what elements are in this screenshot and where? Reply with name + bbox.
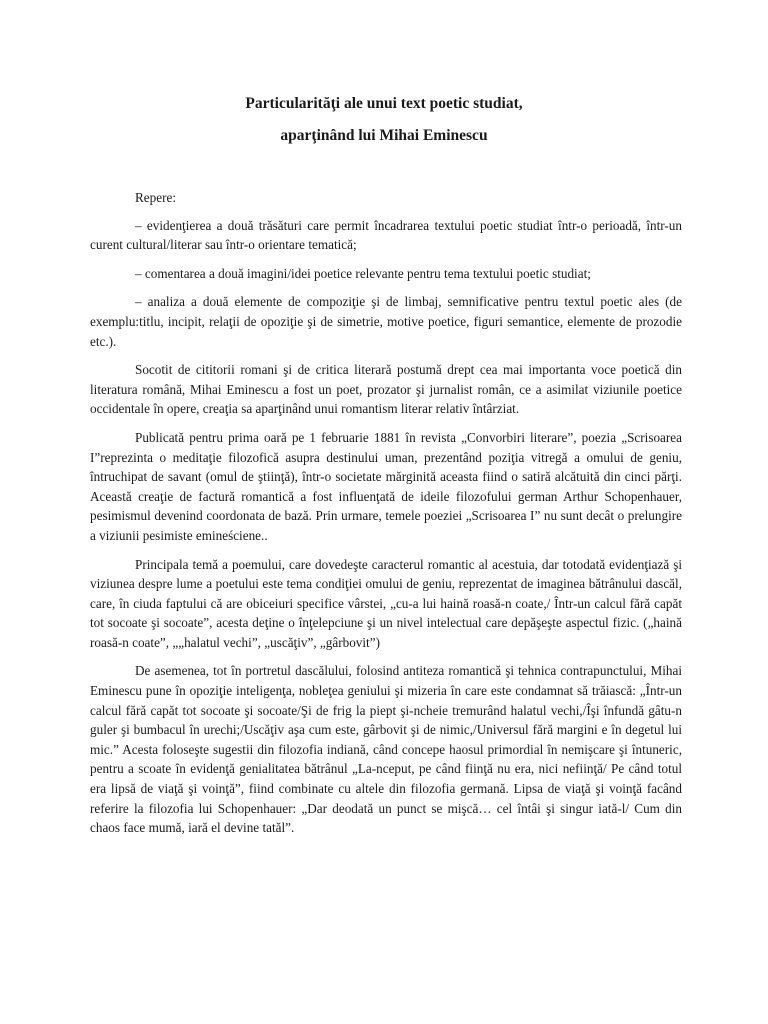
body-paragraph: Principala temă a poemului, care dovedeşte caracterul romantic al acestuia, dar totodată evidenţiază şi viziunea despre lume a poetului este tema condiţiei omului de geniu, reprezentat de imaginea bătrânului dascăl, care, în ciuda faptului că are obiceiuri specifice vârstei, „cu-a lui haină roasă-n coate,/ Într-un calcul fără capăt tot socoate şi socoate”, acesta deţine o înţelepciune şi un nivel intelectual care depăşeşte aspectul fizic. („haină roasă-n coate”, „„halatul vechi”, „uscăţiv”, „gârbovit”) bbox=[90, 556, 682, 650]
body-paragraph: Publicată pentru prima oară pe 1 februarie 1881 în revista „Convorbiri literare”, poezia „Scrisoarea I”reprezinta o meditaţie filozofică asupra destinului uman, prezentând poziţia vitregă a omului de geniu, întruchipat de savant (omul de ştiinţă), într-o societate mărginită aceasta fiind o satiră alcătuită din cinci părţi. Această creaţie de factură romantică a fost influenţată de ideile filozofului german Arthur Schopenhauer, pesimismul devenind coordonata de bază. Prin urmare, temele poeziei „Scrisoarea I” nu sunt decât o prelungire a viziunii pesimiste emineściene.. bbox=[90, 429, 682, 543]
body-paragraph: Socotit de cititorii romani şi de critica literară postumă drept cea mai importanta voce poetică din literatura română, Mihai Eminescu a fost un poet, prozator şi jurnalist român, ce a asimilat viziunile poetice occidentale în opere, creaţia sa aparţinând unui romantism literar relativ întârziat. bbox=[90, 362, 682, 417]
document-title-line-1: Particularităţi ale unui text poetic studiat, bbox=[245, 95, 523, 112]
document-body bbox=[90, 188, 682, 838]
repere-item: – analiza a două elemente de compoziţie şi de limbaj, semnificative pentru textul poetic ales (de exemplu:titlu, incipit, relaţii de opoziţie şi de simetrie, motive poetice, figuri semantice, elemente de prozodie etc.). bbox=[90, 294, 682, 349]
repere-item: – comentarea a două imagini/idei poetice relevante pentru tema textului poetic studiat; bbox=[135, 265, 591, 281]
repere-heading: Repere: bbox=[135, 190, 177, 205]
document-title-line-2: aparţinând lui Mihai Eminescu bbox=[280, 127, 488, 144]
repere-item: – evidenţierea a două trăsături care permit încadrarea textului poetic studiat într-o perioadă, într-un curent cultural/literar sau într-o orientare tematică; bbox=[90, 217, 682, 253]
body-paragraph: De asemenea, tot în portretul dascălului, folosind antiteza romantică şi tehnica contrapunctului, Mihai Eminescu pune în opoziţie inteligenţa, nobleţea geniului şi mizeria în care este condamnat să trăiască: „Într-un calcul fără capăt tot socoate şi socoate/Şi de frig la piept şi-ncheie tremurând halatul vechi,/Îşi înfundă gâtu-n guler şi bumbacul în urechi;/Uscăţiv aşa cum este, gârbovit şi de nimic,/Universul fără margini e în degetul lui mic.” Acesta foloseşte sugestii din filozofia indiană, când concepe haosul primordial în nemişcare şi întuneric, pentru a scoate în evidenţă genialitatea bătrânul „La-nceput, pe când fiinţă nu era, nici nefiinţă/ Pe când totul era lipsă de viaţă şi voinţă”, fiind combinate cu altele din filozofia germană. Lipsa de viaţă şi voinţă facând referire la filozofia lui Schopenhauer: „Dar deodată un punct se mişcă… cel întâi şi singur iată-l/ Cum din chaos face mumă, iară el devine tatăl”. bbox=[90, 663, 682, 836]
